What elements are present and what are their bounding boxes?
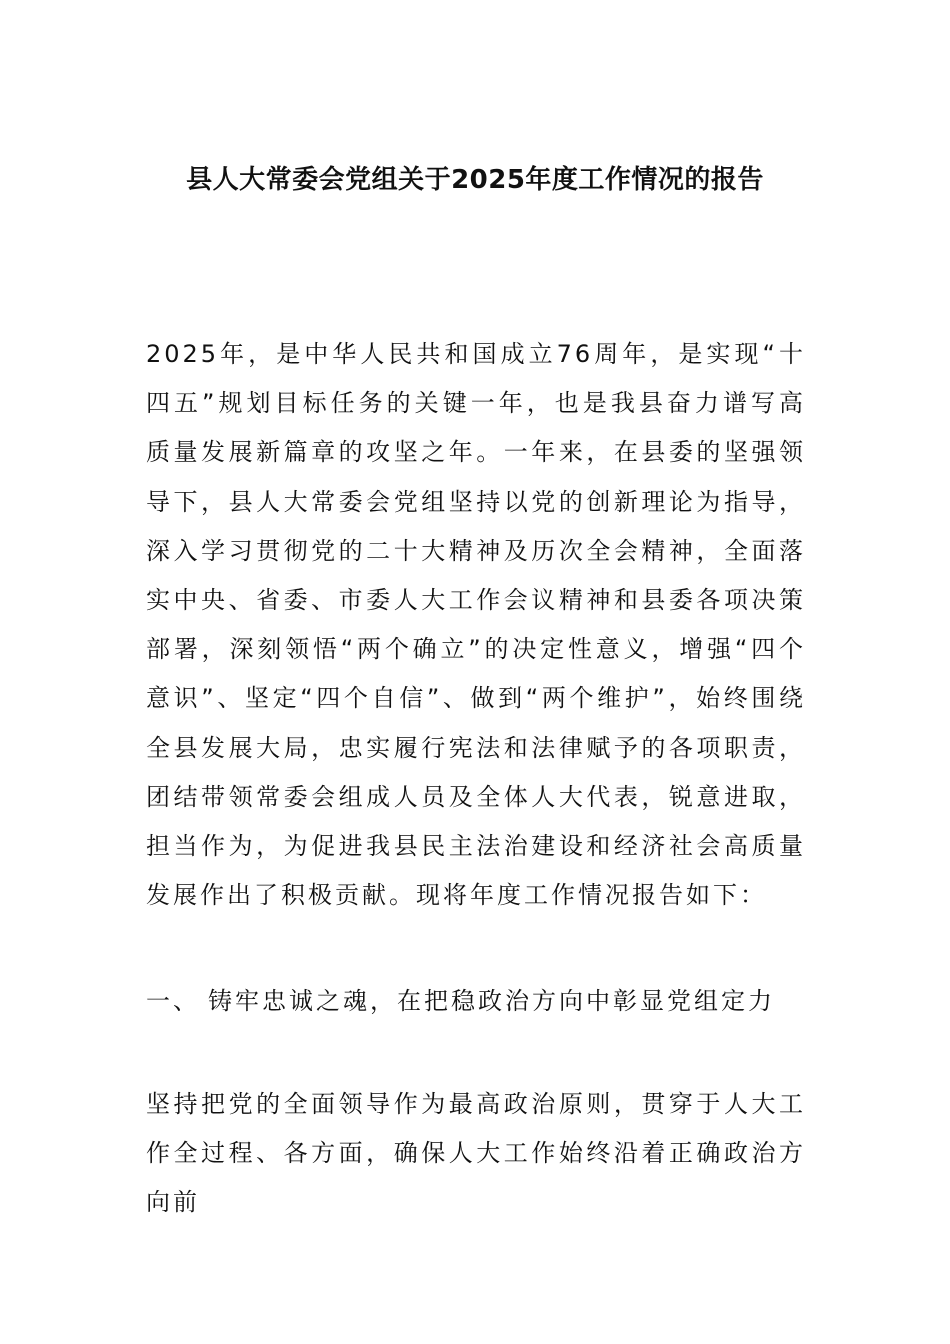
intro-paragraph: 2025年，是中华人民共和国成立76周年，是实现“十四五”规划目标任务的关键一年，也是我县奋力谱写高质量发展新篇章的攻坚之年。一年来，在县委的坚强领导下，县人大常委会党组坚持以党的创新理论为指导，深入学习贯彻党的二十大精神及历次全会精神，全面落实中央、省委、市委人大工作会议精神和县委各项决策部署，深刻领悟“两个确立”的决定性意义，增强“四个意识”、坚定“四个自信”、做到“两个维护”，始终围绕全县发展大局，忠实履行宪法和法律赋予的各项职责，团结带领常委会组成人员及全体人大代表，锐意进取，担当作为，为促进我县民主法治建设和经济社会高质量发展作出了积极贡献。现将年度工作情况报告如下： (146, 340, 806, 910)
section-paragraph: 坚持把党的全面领导作为最高政治原则，贯穿于人大工作全过程、各方面，确保人大工作始终沿着正确政治方向前 (146, 1090, 806, 1217)
section-number: 一、 (146, 987, 200, 1015)
document-title: 县人大常委会党组关于2025年度工作情况的报告 (186, 165, 764, 195)
section-heading (146, 977, 806, 1026)
section-heading-text: 铸牢忠诚之魂，在把稳政治方向中彰显党组定力 (208, 987, 775, 1015)
